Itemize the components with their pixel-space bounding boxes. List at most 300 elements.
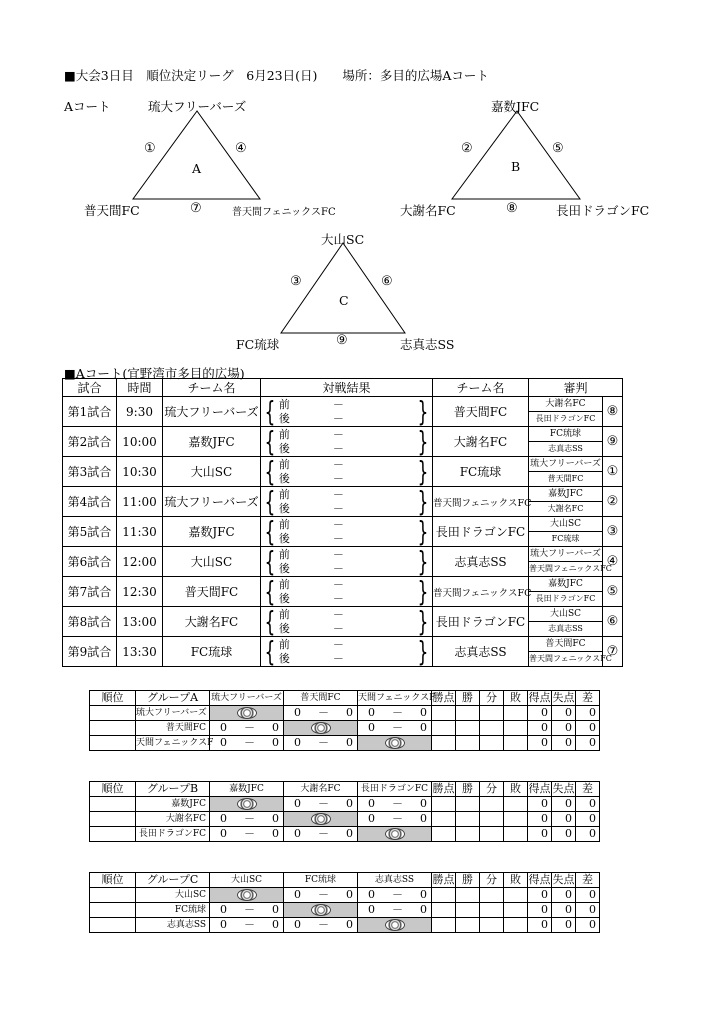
team-name: 嘉数JFC [136,797,210,812]
match-result [261,514,433,548]
losses-cell [504,797,528,812]
tri-b-top: 嘉数JFC [491,99,540,114]
score-dash: － [318,736,329,749]
opponent-header: 大謝名FC [284,782,358,797]
score-against: 0 [272,903,279,916]
home-team: 嘉数JFC [163,427,261,457]
score-dash: － [392,797,403,810]
goals-against-cell: 0 [552,797,576,812]
score-cell [358,797,432,812]
pts-header: 勝点 [432,691,455,704]
draws-cell [480,797,504,812]
referee-match-number: ③ [603,517,623,547]
win-header: 勝 [456,691,480,706]
wins-cell [456,721,480,736]
rank-header: 順位 [90,873,136,888]
goals-for-cell: 0 [528,918,552,933]
score-for: 0 [294,706,301,719]
referee-2: 志真志SS [548,444,583,453]
schedule-row [63,397,623,427]
second-half-dash: － [332,621,344,635]
rank-cell [90,736,136,751]
loss-header: 敗 [504,782,528,797]
tri-c-left: FC琉球 [236,337,280,352]
score-for: 0 [220,736,227,749]
first-half-label: 前 [278,397,290,411]
second-half-label: 後 [278,441,290,455]
schedule-row [63,487,623,517]
right-brace: } [417,454,429,488]
soccer-ball-icon [385,919,405,931]
second-half-label: 後 [278,531,290,545]
away-team: 志真志SS [433,637,529,667]
draws-cell [480,736,504,751]
score-cell [358,706,432,721]
standings-row [90,827,600,842]
goal-diff-cell: 0 [576,706,600,721]
score-cell [358,721,432,736]
header-game: 試合 [63,379,117,397]
score-against: 0 [346,736,353,749]
left-brace: { [264,514,276,548]
game-number: 第2試合 [63,427,117,457]
away-team: FC琉球 [433,457,529,487]
referee-2: 普天間フェニックスFC [529,654,612,663]
draw-header: 分 [480,782,504,797]
tri-a-right: 普天間フェニックスFC [232,207,336,218]
score-against: 0 [346,918,353,931]
referee-match-number: ⑨ [603,427,623,457]
right-brace: } [417,574,429,608]
score-cell [284,706,358,721]
team-name: 長田ドラゴンFC [136,827,210,842]
team-name: 琉大フリーバーズ [136,706,210,721]
score-for: 0 [294,736,301,749]
score-dash: － [318,888,329,901]
standings-row [90,797,600,812]
standings-row [90,721,600,736]
score-against: 0 [420,812,427,825]
home-team: 嘉数JFC [163,517,261,547]
draws-cell [480,706,504,721]
score-for: 0 [368,706,375,719]
loss-header: 敗 [504,873,528,888]
gf-header: 得点 [528,782,551,795]
away-team: 志真志SS [433,547,529,577]
standings-row [90,736,600,751]
opponent-header: 大山SC [210,873,284,888]
match-result [261,544,433,578]
goal-diff-cell: 0 [576,797,600,812]
first-half-label: 前 [278,607,290,621]
second-half-dash: － [332,531,344,545]
goals-against-cell: 0 [552,888,576,903]
second-half-dash: － [332,411,344,425]
away-team: 普天間フェニックスFC [433,577,529,607]
first-half-label: 前 [278,517,290,531]
opponent-header: 嘉数JFC [210,782,284,797]
goal-diff-cell: 0 [576,812,600,827]
goals-against-cell: 0 [552,721,576,736]
referee-1: 琉大フリーバーズ [529,547,602,562]
self-match-cell [358,918,432,933]
home-team: 琉大フリーバーズ [163,487,261,517]
standings-row [90,903,600,918]
self-match-cell [284,721,358,736]
left-brace: { [264,484,276,518]
referee-match-number: ⑧ [603,397,623,427]
referee-match-number: ① [603,457,623,487]
score-for: 0 [368,721,375,734]
game-number: 第4試合 [63,487,117,517]
draws-cell [480,918,504,933]
schedule-row [63,457,623,487]
score-cell [284,888,358,903]
referee-2: 志真志SS [548,624,583,633]
score-against: 0 [420,721,427,734]
game-time: 13:30 [117,637,163,667]
group-name: グループC [136,873,210,888]
group-name: グループA [136,691,210,706]
tri-a-top: 琉大フリーバーズ [148,99,247,114]
wins-cell [456,736,480,751]
score-cell [210,918,284,933]
opponent-header: 普天間FC [284,691,358,706]
score-dash: － [392,706,403,719]
left-brace: { [264,634,276,668]
game-number: 第9試合 [63,637,117,667]
second-half-label: 後 [278,651,290,665]
score-dash: － [244,903,255,916]
referee-2: 長田ドラゴンFC [535,414,596,423]
left-brace: { [264,424,276,458]
tri-b-match-bottom: ⑧ [506,201,518,216]
game-number: 第8試合 [63,607,117,637]
ga-header: 失点 [552,691,575,704]
points-cell [432,903,456,918]
pts-header: 勝点 [432,782,455,795]
wins-cell [456,888,480,903]
away-team: 長田ドラゴンFC [433,607,529,637]
referee-match-number: ⑤ [603,577,623,607]
game-time: 10:30 [117,457,163,487]
referee-1: FC琉球 [529,427,602,442]
second-half-label: 後 [278,471,290,485]
opponent-header: 琉大フリーバーズ [210,691,284,706]
ga-header: 失点 [552,873,575,886]
standings-table [89,690,600,751]
tri-c-top: 大山SC [321,232,365,247]
home-team: 大山SC [163,547,261,577]
schedule-row [63,607,623,637]
goals-against-cell: 0 [552,706,576,721]
schedule-row [63,547,623,577]
tri-c-match-left: ③ [290,274,302,289]
first-half-label: 前 [278,487,290,501]
draws-cell [480,812,504,827]
court-label: Aコート [64,99,111,114]
game-time: 12:00 [117,547,163,577]
tri-c-letter: C [339,293,349,308]
score-cell [210,812,284,827]
losses-cell [504,888,528,903]
schedule-table [62,378,623,667]
score-dash: － [318,797,329,810]
first-half-dash: － [332,487,344,501]
goals-against-cell: 0 [552,903,576,918]
draws-cell [480,888,504,903]
first-half-label: 前 [278,577,290,591]
goals-for-cell: 0 [528,706,552,721]
rank-cell [90,706,136,721]
standings-row [90,812,600,827]
goal-diff-cell: 0 [576,736,600,751]
self-match-cell [210,797,284,812]
goals-against-cell: 0 [552,827,576,842]
tri-a-letter: A [192,161,202,176]
wins-cell [456,903,480,918]
header-team-home: チーム名 [163,379,261,397]
tri-a-left: 普天間FC [84,203,140,218]
score-against: 0 [346,827,353,840]
soccer-ball-icon [237,798,257,810]
wins-cell [456,918,480,933]
gf-header: 得点 [528,691,551,704]
right-brace: } [417,544,429,578]
score-cell [358,903,432,918]
rank-cell [90,721,136,736]
soccer-ball-icon [237,707,257,719]
standings-row [90,888,600,903]
rank-cell [90,888,136,903]
score-for: 0 [220,827,227,840]
score-dash: － [318,918,329,931]
tri-a-match-right: ④ [235,141,247,156]
self-match-cell [210,706,284,721]
rank-header: 順位 [90,691,136,706]
score-cell [210,827,284,842]
score-dash: － [318,827,329,840]
opponent-header: FC琉球 [284,873,358,888]
away-team: 普天間FC [433,397,529,427]
rank-cell [90,812,136,827]
goal-diff-cell: 0 [576,903,600,918]
left-brace: { [264,544,276,578]
score-against: 0 [272,918,279,931]
header-team-away: チーム名 [433,379,529,397]
header-result: 対戦結果 [261,379,433,397]
score-cell [210,736,284,751]
right-brace: } [417,514,429,548]
referee-1: 嘉数JFC [529,577,602,592]
referee-1: 大謝名FC [529,397,602,412]
referee-2: 普天間フェニックスFC [529,564,612,573]
diff-header: 差 [576,873,600,888]
first-half-dash: － [332,637,344,651]
referee-1: 嘉数JFC [529,487,602,502]
second-half-dash: － [332,441,344,455]
second-half-dash: － [332,561,344,575]
left-brace: { [264,604,276,638]
points-cell [432,827,456,842]
tri-b-match-left: ② [461,141,473,156]
score-against: 0 [420,706,427,719]
score-for: 0 [294,797,301,810]
first-half-label: 前 [278,427,290,441]
goal-diff-cell: 0 [576,888,600,903]
header-time: 時間 [117,379,163,397]
referee-1: 琉大フリーバーズ [529,457,602,472]
score-cell [284,797,358,812]
first-half-dash: － [332,517,344,531]
first-half-dash: － [332,427,344,441]
away-team: 普天間フェニックスFC [433,487,529,517]
tri-c-match-right: ⑥ [381,274,393,289]
second-half-label: 後 [278,621,290,635]
right-brace: } [417,634,429,668]
score-for: 0 [368,903,375,916]
rank-cell [90,903,136,918]
score-for: 0 [220,918,227,931]
right-brace: } [417,484,429,518]
score-against: 0 [420,888,427,901]
self-match-cell [284,903,358,918]
diff-header: 差 [576,691,600,706]
first-half-dash: － [332,607,344,621]
soccer-ball-icon [237,889,257,901]
points-cell [432,721,456,736]
tri-c-right: 志真志SS [400,337,455,352]
game-number: 第3試合 [63,457,117,487]
home-team: FC琉球 [163,637,261,667]
right-brace: } [417,424,429,458]
score-dash: － [244,721,255,734]
score-cell [210,903,284,918]
rank-cell [90,827,136,842]
score-against: 0 [420,903,427,916]
score-for: 0 [368,812,375,825]
team-name: 天間フェニックスF [136,736,210,751]
goal-diff-cell: 0 [576,827,600,842]
referee-2: 普天間FC [547,474,584,483]
score-against: 0 [346,797,353,810]
score-dash: － [244,736,255,749]
score-against: 0 [346,888,353,901]
standings-row [90,706,600,721]
score-for: 0 [294,888,301,901]
schedule-row [63,637,623,667]
tri-b-match-right: ⑤ [552,141,564,156]
first-half-dash: － [332,547,344,561]
score-against: 0 [272,721,279,734]
match-result [261,454,433,488]
game-time: 10:00 [117,427,163,457]
points-cell [432,888,456,903]
draws-cell [480,827,504,842]
game-number: 第1試合 [63,397,117,427]
goals-for-cell: 0 [528,721,552,736]
first-half-label: 前 [278,547,290,561]
referee-match-number: ⑥ [603,607,623,637]
gf-header: 得点 [528,873,551,886]
team-name: 大山SC [136,888,210,903]
referee-1: 普天間FC [529,637,602,652]
draws-cell [480,903,504,918]
tri-a-match-left: ① [144,141,156,156]
losses-cell [504,918,528,933]
points-cell [432,736,456,751]
score-cell [284,827,358,842]
goals-for-cell: 0 [528,827,552,842]
goals-for-cell: 0 [528,888,552,903]
match-result [261,574,433,608]
referee-1: 大山SC [529,607,602,622]
score-dash: － [244,812,255,825]
losses-cell [504,736,528,751]
second-half-label: 後 [278,591,290,605]
goals-for-cell: 0 [528,736,552,751]
diff-header: 差 [576,782,600,797]
opponent-header: 志真志SS [358,873,432,888]
soccer-ball-icon [311,904,331,916]
bracket-triangles [0,0,724,360]
game-time: 13:00 [117,607,163,637]
referee-2: FC琉球 [551,534,580,543]
game-number: 第5試合 [63,517,117,547]
game-number: 第7試合 [63,577,117,607]
score-dash: － [392,812,403,825]
goals-against-cell: 0 [552,736,576,751]
left-brace: { [264,394,276,428]
first-half-dash: － [332,577,344,591]
page-title: ■大会3日目 順位決定リーグ 6月23日(日) 場所：多目的広場Aコート [64,68,489,83]
match-result [261,424,433,458]
goal-diff-cell: 0 [576,721,600,736]
match-result [261,604,433,638]
score-cell [358,812,432,827]
first-half-label: 前 [278,457,290,471]
second-half-dash: － [332,651,344,665]
left-brace: { [264,574,276,608]
score-for: 0 [294,918,301,931]
match-result [261,394,433,428]
referee-match-number: ⑦ [603,637,623,667]
away-team: 長田ドラゴンFC [433,517,529,547]
points-cell [432,918,456,933]
win-header: 勝 [456,782,480,797]
second-half-dash: － [332,471,344,485]
game-time: 11:30 [117,517,163,547]
score-for: 0 [220,903,227,916]
rank-header: 順位 [90,782,136,797]
schedule-row [63,427,623,457]
tri-a-match-bottom: ⑦ [190,201,202,216]
soccer-ball-icon [311,813,331,825]
referee-match-number: ④ [603,547,623,577]
losses-cell [504,706,528,721]
score-dash: － [392,721,403,734]
schedule-caption: ■Aコート(宜野湾市多目的広場) [64,366,245,381]
wins-cell [456,812,480,827]
referee-1: 大山SC [529,517,602,532]
second-half-label: 後 [278,411,290,425]
right-brace: } [417,394,429,428]
standings-row [90,918,600,933]
header-referee: 審判 [529,379,623,397]
opponent-header: 天間フェニックスF [358,691,432,706]
points-cell [432,797,456,812]
score-against: 0 [272,827,279,840]
